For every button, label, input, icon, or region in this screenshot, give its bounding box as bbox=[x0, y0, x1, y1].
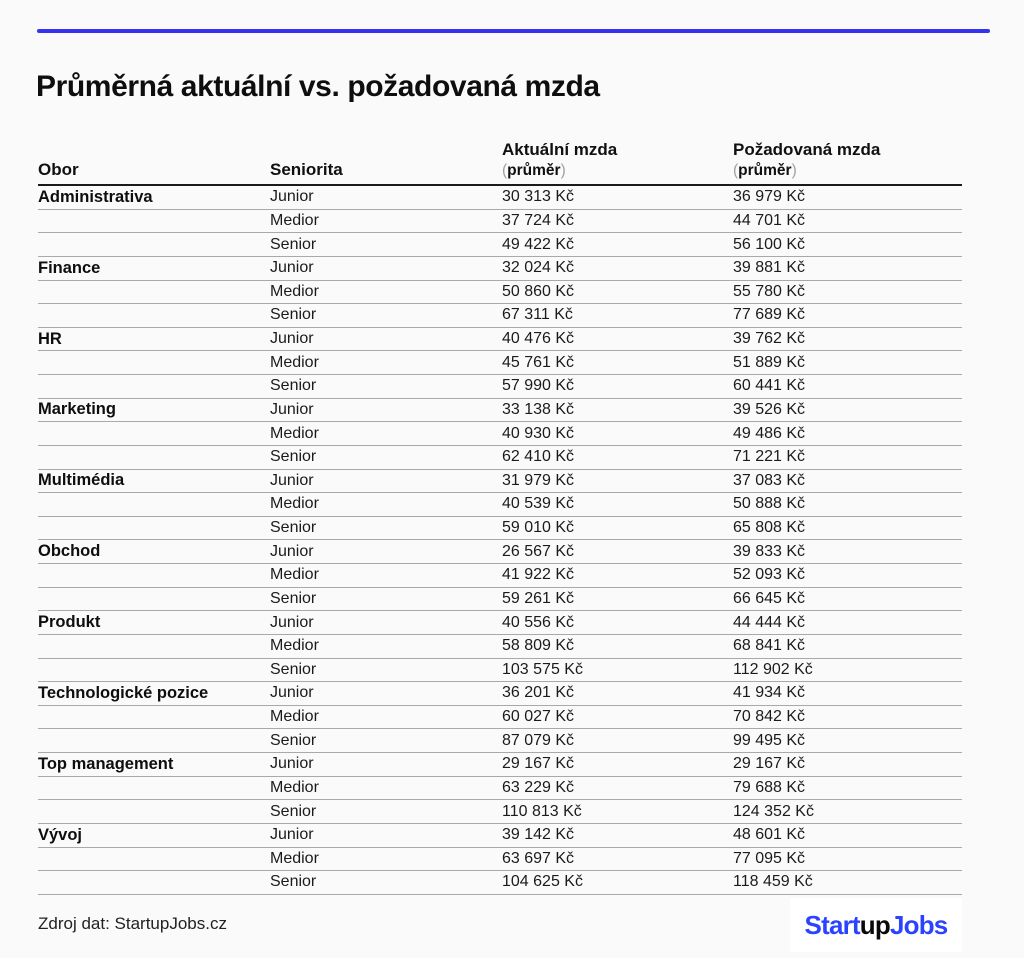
cell-requested-salary: 77 095 Kč bbox=[733, 849, 806, 867]
table-row bbox=[38, 848, 962, 872]
cell-current-salary: 87 079 Kč bbox=[502, 731, 575, 749]
cell-requested-salary: 39 526 Kč bbox=[733, 400, 806, 418]
cell-current-salary: 49 422 Kč bbox=[502, 235, 575, 253]
table-row bbox=[38, 257, 962, 281]
cell-current-salary: 31 979 Kč bbox=[502, 471, 575, 489]
cell-seniorita: Junior bbox=[270, 330, 314, 348]
cell-seniorita: Medior bbox=[270, 424, 319, 442]
table-row bbox=[38, 399, 962, 423]
cell-seniorita: Senior bbox=[270, 660, 317, 678]
table-row bbox=[38, 706, 962, 730]
cell-requested-salary: 118 459 Kč bbox=[733, 873, 813, 891]
cell-seniorita: Medior bbox=[270, 637, 319, 655]
cell-current-salary: 59 261 Kč bbox=[502, 589, 575, 607]
column-header-seniorita: Seniorita bbox=[270, 160, 343, 180]
cell-requested-salary: 51 889 Kč bbox=[733, 353, 806, 371]
cell-current-salary: 39 142 Kč bbox=[502, 826, 575, 844]
table-row bbox=[38, 753, 962, 777]
cell-requested-salary: 71 221 Kč bbox=[733, 448, 806, 466]
cell-current-salary: 41 922 Kč bbox=[502, 566, 575, 584]
cell-current-salary: 40 476 Kč bbox=[502, 330, 575, 348]
cell-current-salary: 29 167 Kč bbox=[502, 755, 575, 773]
table-row bbox=[38, 517, 962, 541]
cell-current-salary: 37 724 Kč bbox=[502, 211, 575, 229]
cell-requested-salary: 39 833 Kč bbox=[733, 542, 806, 560]
cell-requested-salary: 66 645 Kč bbox=[733, 589, 806, 607]
table-row bbox=[38, 210, 962, 234]
column-header-requested-salary: Požadovaná mzda (průměr) bbox=[733, 140, 881, 180]
cell-seniorita: Senior bbox=[270, 235, 317, 253]
table-row bbox=[38, 446, 962, 470]
cell-requested-salary: 44 444 Kč bbox=[733, 613, 806, 631]
cell-requested-salary: 41 934 Kč bbox=[733, 684, 806, 702]
table-row bbox=[38, 777, 962, 801]
cell-requested-salary: 124 352 Kč bbox=[733, 802, 814, 820]
logo-part-up: up bbox=[859, 910, 890, 940]
cell-current-salary: 32 024 Kč bbox=[502, 259, 575, 277]
cell-requested-salary: 37 083 Kč bbox=[733, 471, 806, 489]
table-row bbox=[38, 281, 962, 305]
table-row bbox=[38, 659, 962, 683]
cell-seniorita: Medior bbox=[270, 778, 319, 796]
table-row bbox=[38, 635, 962, 659]
table-row bbox=[38, 304, 962, 328]
cell-current-salary: 40 556 Kč bbox=[502, 613, 575, 631]
source-note: Zdroj dat: StartupJobs.cz bbox=[38, 914, 227, 933]
table-row bbox=[38, 233, 962, 257]
cell-requested-salary: 39 881 Kč bbox=[733, 259, 806, 277]
cell-current-salary: 59 010 Kč bbox=[502, 519, 575, 537]
table-body bbox=[38, 186, 962, 895]
table-row bbox=[38, 540, 962, 564]
cell-requested-salary: 68 841 Kč bbox=[733, 637, 806, 655]
cell-requested-salary: 50 888 Kč bbox=[733, 495, 806, 513]
cell-seniorita: Junior bbox=[270, 471, 314, 489]
cell-current-salary: 45 761 Kč bbox=[502, 353, 575, 371]
startupjobs-logo bbox=[790, 898, 962, 952]
column-header-current-salary: Aktuální mzda (průměr) bbox=[502, 140, 618, 180]
cell-obor: Obchod bbox=[38, 542, 101, 561]
table-row bbox=[38, 422, 962, 446]
cell-seniorita: Junior bbox=[270, 613, 314, 631]
cell-seniorita: Senior bbox=[270, 448, 317, 466]
cell-current-salary: 58 809 Kč bbox=[502, 637, 575, 655]
cell-requested-salary: 44 701 Kč bbox=[733, 211, 806, 229]
table-row bbox=[38, 729, 962, 753]
cell-requested-salary: 48 601 Kč bbox=[733, 826, 806, 844]
table-header-row bbox=[38, 140, 962, 186]
cell-requested-salary: 39 762 Kč bbox=[733, 330, 806, 348]
table-row bbox=[38, 611, 962, 635]
table-row bbox=[38, 375, 962, 399]
cell-seniorita: Medior bbox=[270, 849, 319, 867]
cell-current-salary: 30 313 Kč bbox=[502, 188, 575, 206]
table-row bbox=[38, 186, 962, 210]
cell-seniorita: Medior bbox=[270, 211, 319, 229]
table-row bbox=[38, 493, 962, 517]
cell-obor: Multimédia bbox=[38, 471, 125, 490]
cell-obor: Marketing bbox=[38, 400, 116, 419]
cell-obor: Vývoj bbox=[38, 825, 83, 844]
cell-requested-salary: 49 486 Kč bbox=[733, 424, 806, 442]
cell-requested-salary: 36 979 Kč bbox=[733, 188, 806, 206]
cell-current-salary: 50 860 Kč bbox=[502, 282, 575, 300]
table-row bbox=[38, 682, 962, 706]
cell-seniorita: Medior bbox=[270, 282, 319, 300]
cell-current-salary: 36 201 Kč bbox=[502, 684, 575, 702]
logo-part-jobs: Jobs bbox=[889, 910, 948, 940]
startupjobs-logo-text bbox=[805, 912, 948, 938]
cell-obor: Finance bbox=[38, 258, 101, 277]
table-row bbox=[38, 351, 962, 375]
cell-current-salary: 104 625 Kč bbox=[502, 873, 583, 891]
cell-requested-salary: 60 441 Kč bbox=[733, 377, 806, 395]
cell-obor: HR bbox=[38, 329, 62, 348]
table-row bbox=[38, 564, 962, 588]
cell-obor: Administrativa bbox=[38, 187, 153, 206]
cell-current-salary: 63 229 Kč bbox=[502, 778, 575, 796]
cell-current-salary: 62 410 Kč bbox=[502, 448, 575, 466]
cell-current-salary: 40 539 Kč bbox=[502, 495, 575, 513]
cell-seniorita: Senior bbox=[270, 589, 317, 607]
column-header-obor: Obor bbox=[38, 160, 79, 180]
cell-current-salary: 60 027 Kč bbox=[502, 708, 575, 726]
cell-requested-salary: 65 808 Kč bbox=[733, 519, 806, 537]
table-row bbox=[38, 328, 962, 352]
table-row bbox=[38, 871, 962, 895]
cell-requested-salary: 29 167 Kč bbox=[733, 755, 806, 773]
cell-seniorita: Junior bbox=[270, 542, 314, 560]
cell-seniorita: Medior bbox=[270, 566, 319, 584]
cell-requested-salary: 79 688 Kč bbox=[733, 778, 806, 796]
cell-seniorita: Medior bbox=[270, 495, 319, 513]
cell-current-salary: 110 813 Kč bbox=[502, 802, 582, 820]
cell-requested-salary: 56 100 Kč bbox=[733, 235, 806, 253]
cell-obor: Technologické pozice bbox=[38, 683, 209, 702]
cell-current-salary: 103 575 Kč bbox=[502, 660, 583, 678]
cell-seniorita: Junior bbox=[270, 259, 314, 277]
cell-seniorita: Junior bbox=[270, 684, 314, 702]
cell-requested-salary: 99 495 Kč bbox=[733, 731, 806, 749]
salary-table bbox=[38, 140, 962, 895]
table-row bbox=[38, 800, 962, 824]
table-row bbox=[38, 588, 962, 612]
cell-seniorita: Junior bbox=[270, 755, 314, 773]
cell-seniorita: Senior bbox=[270, 377, 317, 395]
cell-seniorita: Medior bbox=[270, 353, 319, 371]
cell-seniorita: Senior bbox=[270, 731, 317, 749]
cell-seniorita: Junior bbox=[270, 188, 314, 206]
accent-rule bbox=[37, 29, 990, 33]
cell-seniorita: Senior bbox=[270, 519, 317, 537]
cell-seniorita: Medior bbox=[270, 708, 319, 726]
cell-seniorita: Senior bbox=[270, 802, 317, 820]
cell-requested-salary: 77 689 Kč bbox=[733, 306, 806, 324]
page-title: Průměrná aktuální vs. požadovaná mzda bbox=[36, 70, 600, 104]
cell-current-salary: 33 138 Kč bbox=[502, 400, 575, 418]
cell-requested-salary: 52 093 Kč bbox=[733, 566, 806, 584]
cell-seniorita: Junior bbox=[270, 826, 314, 844]
cell-seniorita: Senior bbox=[270, 306, 317, 324]
cell-obor: Produkt bbox=[38, 613, 101, 632]
cell-requested-salary: 112 902 Kč bbox=[733, 660, 813, 678]
cell-current-salary: 26 567 Kč bbox=[502, 542, 575, 560]
table-row bbox=[38, 824, 962, 848]
cell-current-salary: 63 697 Kč bbox=[502, 849, 575, 867]
cell-seniorita: Junior bbox=[270, 400, 314, 418]
table-row bbox=[38, 470, 962, 494]
cell-current-salary: 40 930 Kč bbox=[502, 424, 575, 442]
cell-requested-salary: 55 780 Kč bbox=[733, 282, 806, 300]
logo-part-start: Start bbox=[804, 910, 860, 940]
cell-current-salary: 67 311 Kč bbox=[502, 306, 573, 324]
cell-requested-salary: 70 842 Kč bbox=[733, 708, 806, 726]
cell-seniorita: Senior bbox=[270, 873, 317, 891]
cell-current-salary: 57 990 Kč bbox=[502, 377, 575, 395]
cell-obor: Top management bbox=[38, 754, 174, 773]
